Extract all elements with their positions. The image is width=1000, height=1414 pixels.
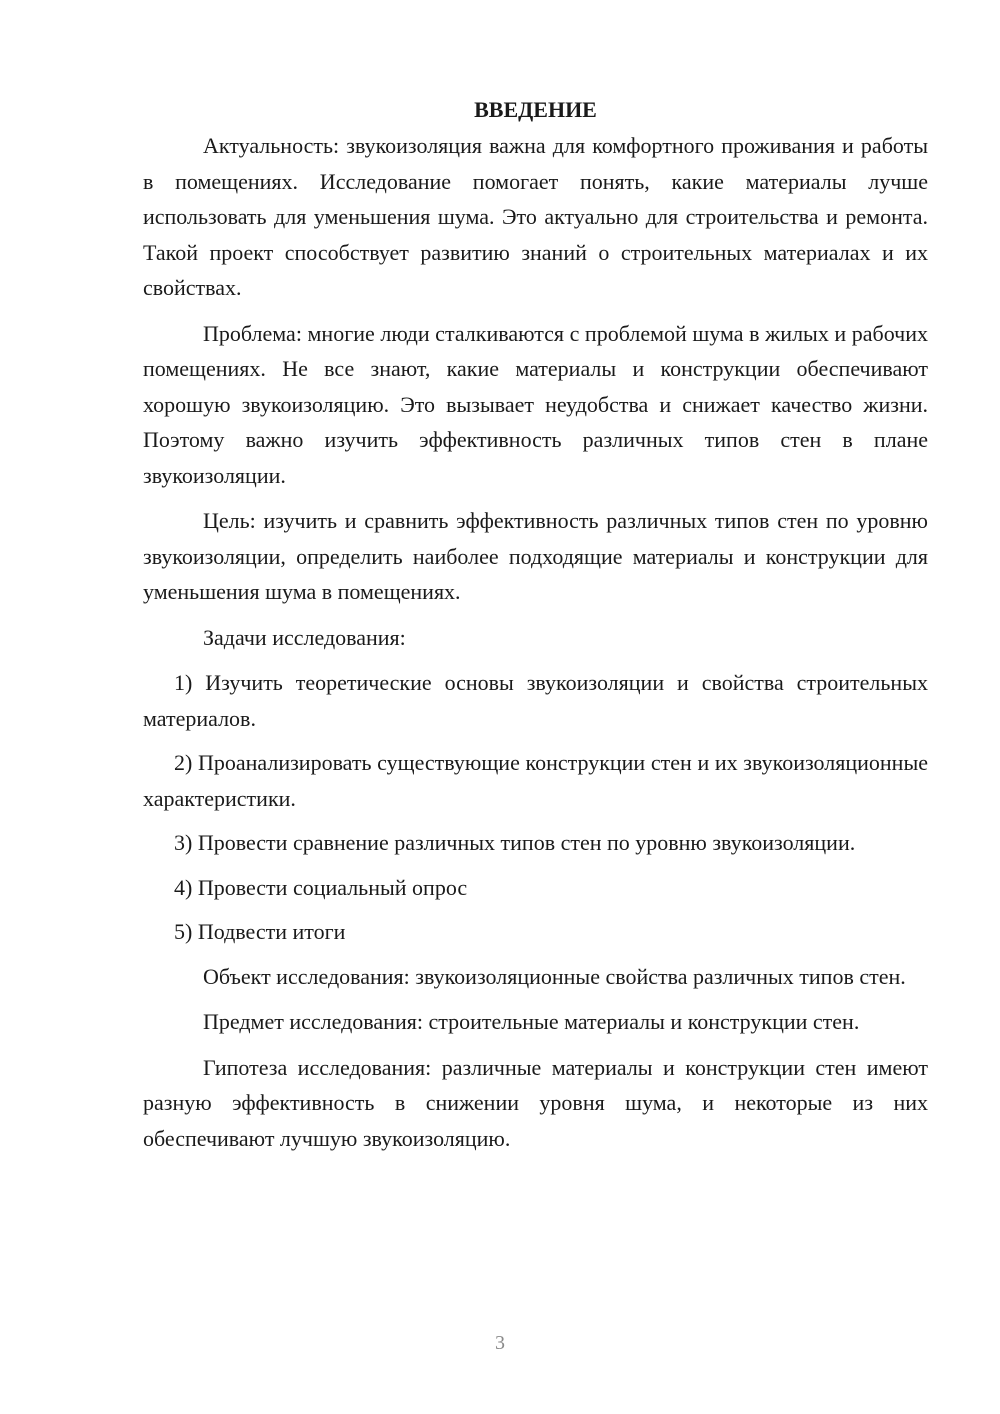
task-item-4: 4) Провести социальный опрос [174, 874, 468, 900]
paragraph-goal: Цель: изучить и сравнить эффективность различных типов стен по уровню звукоизоляции, определить наиболее подходящие материалы и конструкции для уменьшения шума в помещениях. [143, 508, 928, 604]
paragraph-hypothesis: Гипотеза исследования: различные материалы и конструкции стен имеют разную эффективность в снижении уровня шума, и некоторые из них обеспечивают лучшую звукоизоляцию. [143, 1054, 928, 1151]
paragraph-subject: Предмет исследования: строительные материалы и конструкции стен. [203, 1009, 860, 1034]
task-item-5: 5) Подвести итоги [174, 919, 346, 944]
page-number: 3 [495, 1332, 505, 1354]
paragraph-relevance: Актуальность: звукоизоляция важна для комфортного проживания и работы в помещениях. Исследование помогает понять, какие материалы лучше использовать для уменьшения шума. Это актуально для строительства и ремонта. Такой проект способствует развитию знаний о строительных материалах и их свойствах. [143, 133, 928, 300]
task-list [143, 665, 928, 950]
task-item-2: 2) Проанализировать существующие конструкции стен и их звукоизоляционные характеристики. [143, 750, 928, 811]
section-heading: ВВЕДЕНИЕ [474, 97, 597, 122]
task-item-1: 1) Изучить теоретические основы звукоизоляции и свойства строительных материалов. [143, 670, 928, 731]
paragraph-tasks-intro: Задачи исследования: [203, 624, 406, 650]
task-item-3: 3) Провести сравнение различных типов стен по уровню звукоизоляции. [174, 830, 856, 855]
paragraph-problem: Проблема: многие люди сталкиваются с проблемой шума в жилых и рабочих помещениях. Не все знают, какие материалы и конструкции обеспечивают хорошую звукоизоляцию. Это вызывает неудобства и снижает качество жизни. Поэтому важно изучить эффективность различных типов стен в плане звукоизоляции. [143, 320, 928, 488]
page-content [143, 92, 928, 1166]
paragraph-object: Объект исследования: звукоизоляционные свойства различных типов стен. [203, 963, 906, 989]
